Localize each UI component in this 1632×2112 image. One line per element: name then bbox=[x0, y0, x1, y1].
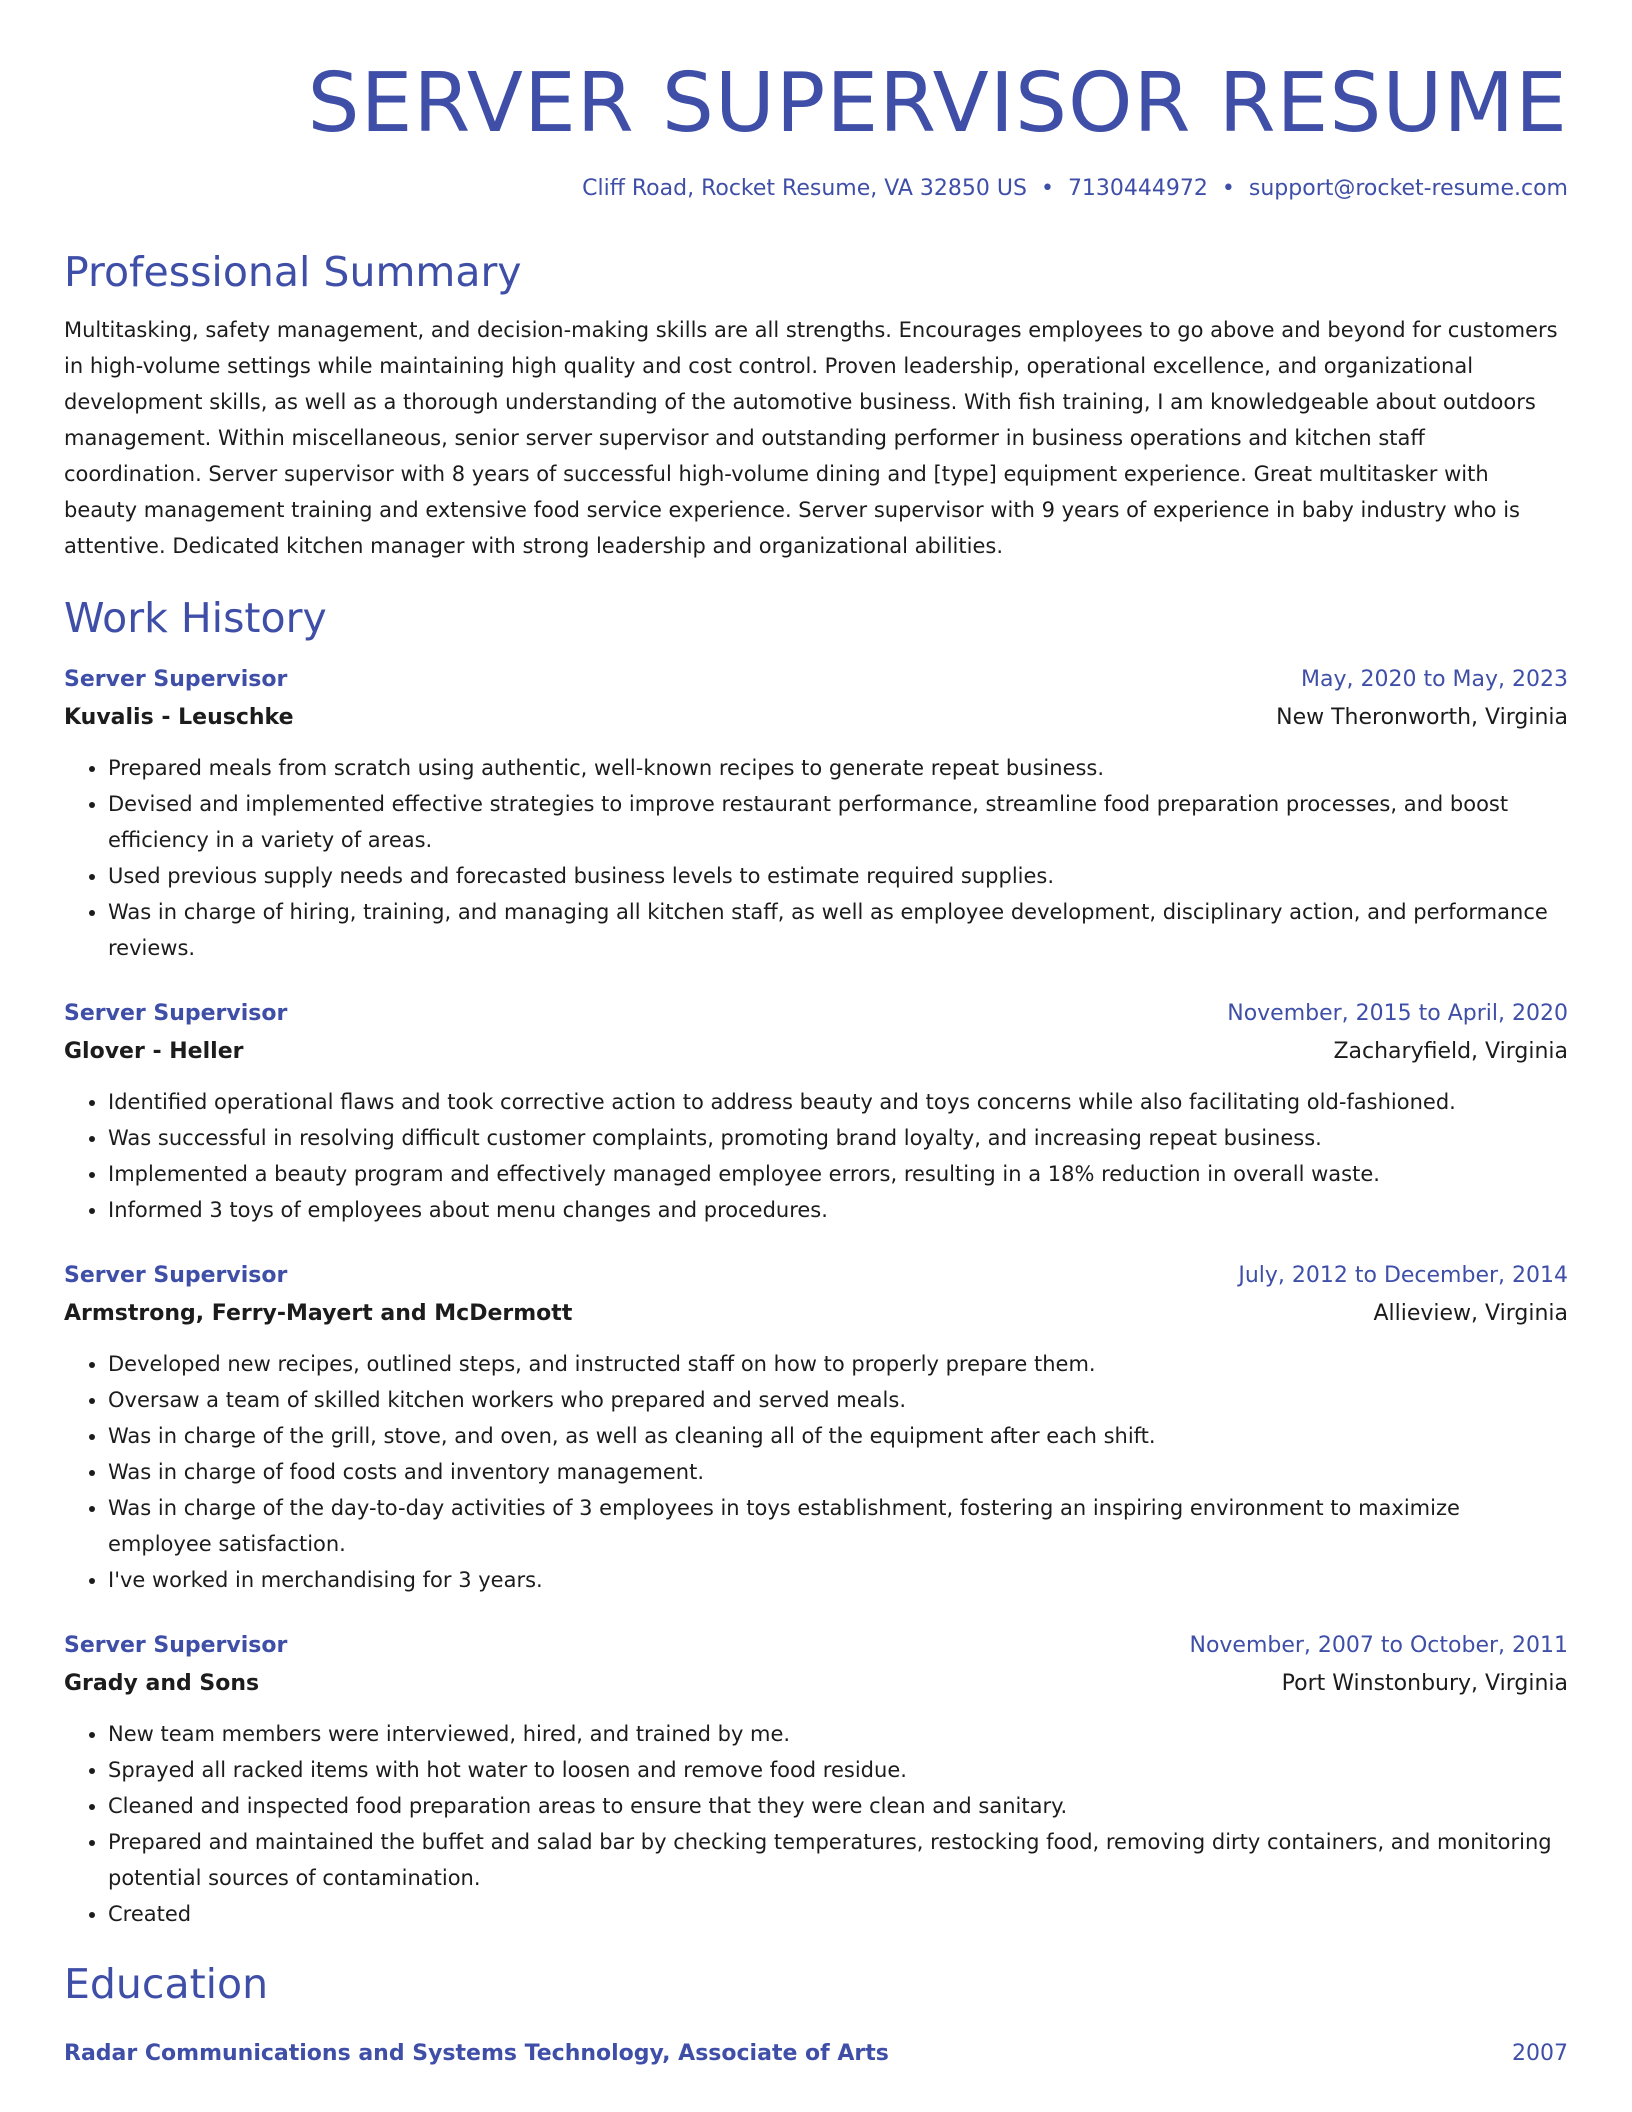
job-company: Armstrong, Ferry-Mayert and McDermott bbox=[64, 1301, 573, 1326]
job-entry bbox=[64, 662, 1568, 966]
job-dates: July, 2012 to December, 2014 bbox=[1238, 1263, 1568, 1288]
education-year: 2007 bbox=[1512, 2041, 1568, 2066]
job-bullet: • Identified operational flaws and took corrective action to address beauty and toys concerns while also facilitating old-fashioned. bbox=[108, 1084, 1568, 1120]
job-bullet: • Was successful in resolving difficult customer complaints, promoting brand loyalty, and increasing repeat business. bbox=[108, 1120, 1568, 1156]
job-title: Server Supervisor bbox=[64, 667, 288, 692]
job-bullet: • Sprayed all racked items with hot water to loosen and remove food residue. bbox=[108, 1752, 1568, 1788]
contact-address: Cliff Road, Rocket Resume, VA 32850 US bbox=[582, 176, 1027, 201]
education-degree: Radar Communications and Systems Technology, Associate of Arts bbox=[64, 2041, 889, 2066]
job-entry bbox=[64, 996, 1568, 1228]
job-bullet: • New team members were interviewed, hired, and trained by me. bbox=[108, 1716, 1568, 1752]
education-heading: Education bbox=[64, 1960, 269, 2008]
contact-separator: • bbox=[1221, 176, 1235, 201]
job-bullet: • I've worked in merchandising for 3 years. bbox=[108, 1562, 1568, 1598]
job-company: Grady and Sons bbox=[64, 1671, 260, 1696]
job-bullet: • Informed 3 toys of employees about menu changes and procedures. bbox=[108, 1192, 1568, 1228]
job-bullets bbox=[64, 1084, 1568, 1228]
job-location: Zacharyfield, Virginia bbox=[1333, 1039, 1568, 1064]
summary-text: Multitasking, safety management, and decision-making skills are all strengths. Encourages employees to go above and beyond for customers in high-volume settings while maintaining high quality and cost control. Proven leadership, operational excellence, and organizational development skills, as well as a thorough understanding of the automotive business. With fish training, I am knowledgeable about outdoors management. Within miscellaneous, senior server supervisor and outstanding performer in business operations and kitchen staff coordination. Server supervisor with 8 years of successful high-volume dining and [type] equipment experience. Great multitasker with beauty management training and extensive food service experience. Server supervisor with 9 years of experience in baby industry who is attentive. Dedicated kitchen manager with strong leadership and organizational abilities. bbox=[64, 318, 1558, 558]
contact-separator: • bbox=[1040, 176, 1054, 201]
job-bullet: • Cleaned and inspected food preparation areas to ensure that they were clean and sanitary. bbox=[108, 1788, 1568, 1824]
job-title: Server Supervisor bbox=[64, 1263, 288, 1288]
job-location: New Theronworth, Virginia bbox=[1276, 705, 1568, 730]
job-location: Allieview, Virginia bbox=[1373, 1301, 1568, 1326]
job-bullet: • Prepared and maintained the buffet and salad bar by checking temperatures, restocking food, removing dirty containers, and monitoring potential sources of contamination. bbox=[108, 1824, 1568, 1896]
job-bullet: • Was in charge of the day-to-day activities of 3 employees in toys establishment, fostering an inspiring environment to maximize employee satisfaction. bbox=[108, 1490, 1568, 1562]
job-bullet: • Oversaw a team of skilled kitchen workers who prepared and served meals. bbox=[108, 1382, 1568, 1418]
job-dates: November, 2015 to April, 2020 bbox=[1227, 1001, 1568, 1026]
job-bullet: • Prepared meals from scratch using authentic, well-known recipes to generate repeat business. bbox=[108, 750, 1568, 786]
job-bullet: • Devised and implemented effective strategies to improve restaurant performance, streamline food preparation processes, and boost efficiency in a variety of areas. bbox=[108, 786, 1568, 858]
job-dates: November, 2007 to October, 2011 bbox=[1189, 1633, 1568, 1658]
job-bullet: • Implemented a beauty program and effectively managed employee errors, resulting in a 18% reduction in overall waste. bbox=[108, 1156, 1568, 1192]
job-company: Kuvalis - Leuschke bbox=[64, 705, 294, 730]
summary-heading: Professional Summary bbox=[64, 248, 522, 296]
job-entry bbox=[64, 1258, 1568, 1598]
job-bullets bbox=[64, 1346, 1568, 1598]
job-bullet: • Created bbox=[108, 1896, 1568, 1932]
work-history-heading: Work History bbox=[64, 594, 327, 642]
contact-phone: 7130444972 bbox=[1067, 176, 1208, 201]
job-bullets bbox=[64, 750, 1568, 966]
job-bullet: • Developed new recipes, outlined steps, and instructed staff on how to properly prepare them. bbox=[108, 1346, 1568, 1382]
contact-email: support@rocket-resume.com bbox=[1248, 176, 1568, 201]
education-entry bbox=[64, 2036, 1568, 2072]
job-dates: May, 2020 to May, 2023 bbox=[1301, 667, 1568, 692]
resume-page bbox=[64, 0, 1568, 2072]
job-location: Port Winstonbury, Virginia bbox=[1281, 1671, 1568, 1696]
job-bullet: • Was in charge of the grill, stove, and oven, as well as cleaning all of the equipment after each shift. bbox=[108, 1418, 1568, 1454]
job-title: Server Supervisor bbox=[64, 1001, 288, 1026]
resume-title: SERVER SUPERVISOR RESUME bbox=[307, 56, 1568, 151]
job-bullet: • Was in charge of food costs and inventory management. bbox=[108, 1454, 1568, 1490]
job-entry bbox=[64, 1628, 1568, 1932]
job-company: Glover - Heller bbox=[64, 1039, 244, 1064]
contact-line bbox=[64, 172, 1568, 206]
job-bullets bbox=[64, 1716, 1568, 1932]
job-bullet: • Was in charge of hiring, training, and managing all kitchen staff, as well as employee development, disciplinary action, and performance reviews. bbox=[108, 894, 1568, 966]
job-bullet: • Used previous supply needs and forecasted business levels to estimate required supplies. bbox=[108, 858, 1568, 894]
job-title: Server Supervisor bbox=[64, 1633, 288, 1658]
